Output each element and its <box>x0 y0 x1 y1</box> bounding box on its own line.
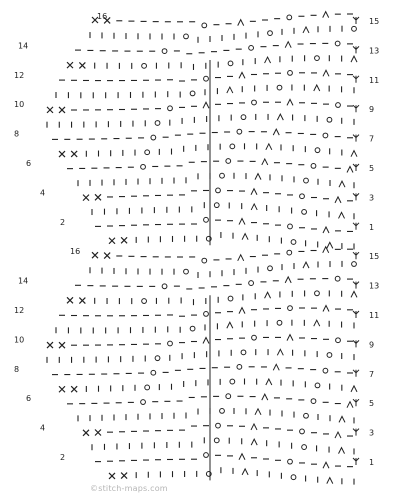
row-label-left-1-4: 4 <box>40 423 46 433</box>
stitch-symbol-0-7-16 <box>241 115 246 120</box>
stitch-symbol-1-1-15 <box>268 266 273 271</box>
edge-marker-1-2 <box>353 282 359 289</box>
stitch-symbol-0-6-20 <box>287 99 293 105</box>
copyright-text: ©stitch-maps.com <box>90 484 168 493</box>
stitch-symbol-0-7-23 <box>327 117 332 122</box>
row-label-left-1-6: 6 <box>26 394 32 404</box>
stitch-symbol-0-13-10 <box>214 203 219 208</box>
stitch-symbol-1-15-18 <box>327 478 333 484</box>
stitch-symbol-1-0-19 <box>323 247 329 253</box>
stitch-symbol-0-2-7 <box>162 49 167 54</box>
stitch-symbol-1-12-14 <box>251 424 257 430</box>
stitch-symbol-0-5-14 <box>227 87 233 93</box>
stitch-symbol-0-3-13 <box>228 61 233 66</box>
row-label-left-1-10: 10 <box>14 335 25 345</box>
row-label-right-0-5: 5 <box>369 164 375 173</box>
stitch-symbol-1-6-0 <box>47 342 53 348</box>
stitch-symbol-0-3-0 <box>67 62 73 68</box>
stitch-symbol-1-15-15 <box>291 475 296 480</box>
stitch-symbol-1-13-20 <box>339 448 345 454</box>
stitch-symbol-1-13-10 <box>214 438 219 443</box>
stitch-symbol-1-6-24 <box>336 338 341 343</box>
stitch-symbol-1-10-6 <box>141 400 146 405</box>
stitch-symbol-0-15-1 <box>121 237 127 243</box>
stitch-symbol-0-10-16 <box>262 159 268 165</box>
stitch-symbol-0-8-8 <box>151 135 156 140</box>
stitch-symbol-1-7-16 <box>241 350 246 355</box>
stitch-symbol-0-12-14 <box>251 189 257 195</box>
stitch-symbol-1-3-6 <box>142 299 147 304</box>
stitch-symbol-1-0-1 <box>104 253 110 259</box>
row-label-left-0-10: 10 <box>14 100 25 110</box>
stitch-symbol-1-2-17 <box>285 277 291 283</box>
stitch-symbol-0-6-24 <box>336 103 341 108</box>
stitch-symbol-1-8-15 <box>237 364 242 369</box>
stitch-symbol-0-6-17 <box>252 100 257 105</box>
stitch-symbol-1-3-16 <box>265 292 271 298</box>
stitch-symbol-0-9-7 <box>145 150 150 155</box>
stitch-symbol-1-12-11 <box>216 423 221 428</box>
row-label-left-1-16: 16 <box>70 247 81 257</box>
stitch-symbol-0-9-0 <box>59 151 65 157</box>
stitch-symbol-1-11-15 <box>255 409 261 415</box>
stitch-symbol-0-0-16 <box>287 15 292 20</box>
stitch-symbol-0-9-24 <box>351 151 357 157</box>
stitch-symbol-0-0-12 <box>238 20 244 26</box>
stitch-symbol-1-10-16 <box>262 394 268 400</box>
stitch-symbol-1-7-23 <box>327 353 332 358</box>
stitch-symbol-0-11-12 <box>220 173 225 178</box>
stitch-symbol-1-4-19 <box>288 306 293 311</box>
stitch-symbol-1-12-0 <box>83 430 89 436</box>
stitch-symbol-1-9-21 <box>315 383 320 388</box>
stitch-symbol-1-2-21 <box>335 276 340 281</box>
stitch-symbol-1-3-0 <box>67 297 73 303</box>
edge-marker-0-8 <box>353 135 359 142</box>
stitch-symbol-0-2-17 <box>285 42 291 48</box>
stitch-symbol-0-2-21 <box>335 41 340 46</box>
stitch-symbol-0-10-13 <box>226 159 231 164</box>
edge-marker-0-10 <box>353 164 359 171</box>
row-label-right-1-7: 7 <box>369 369 375 379</box>
stitch-symbol-0-11-15 <box>255 174 261 180</box>
stitch-symbol-1-9-17 <box>266 379 272 385</box>
stitch-symbol-1-5-11 <box>190 326 195 331</box>
row-label-left-0-12: 12 <box>14 70 25 80</box>
row-label-right-1-5: 5 <box>369 399 375 409</box>
edge-marker-0-4 <box>353 76 359 83</box>
edge-marker-0-12 <box>353 193 359 200</box>
stitch-symbol-0-15-15 <box>291 240 296 245</box>
stitch-symbol-1-3-13 <box>228 296 233 301</box>
edge-marker-1-12 <box>353 429 359 436</box>
stitch-symbol-0-5-21 <box>314 85 320 91</box>
stitch-symbol-0-10-23 <box>347 166 353 172</box>
row-label-right-0-3: 3 <box>369 193 375 203</box>
row-label-left-0-16: 16 <box>97 12 108 21</box>
stitch-symbol-1-11-12 <box>220 409 225 414</box>
stitch-symbol-0-7-19 <box>277 114 283 120</box>
stitch-symbol-1-15-11 <box>242 469 248 475</box>
stitch-symbol-0-15-18 <box>327 242 333 248</box>
stitch-symbol-1-11-22 <box>339 416 345 422</box>
edge-marker-1-0 <box>353 252 359 259</box>
stitch-symbol-1-10-23 <box>347 402 353 408</box>
edge-marker-1-4 <box>353 311 359 318</box>
stitch-symbol-0-10-6 <box>141 164 146 169</box>
row-label-left-1-12: 12 <box>14 306 25 315</box>
stitch-symbol-0-6-1 <box>59 107 65 113</box>
stitch-symbol-0-4-12 <box>204 76 209 81</box>
stitch-symbol-1-8-18 <box>273 364 279 370</box>
row-label-right-0-13: 13 <box>369 46 380 56</box>
stitch-symbol-0-8-22 <box>323 133 328 138</box>
stitch-symbol-1-9-14 <box>230 379 235 384</box>
stitch-symbol-1-13-17 <box>302 445 307 450</box>
stitch-symbol-1-6-1 <box>59 342 65 348</box>
stitch-symbol-0-9-17 <box>266 144 272 150</box>
stitch-symbol-1-4-15 <box>239 308 245 314</box>
stitch-symbol-0-3-1 <box>79 62 85 68</box>
stitch-symbol-1-14-19 <box>323 462 329 468</box>
stitch-symbol-1-6-10 <box>168 341 173 346</box>
stitch-symbol-1-2-7 <box>162 284 167 289</box>
stitch-symbol-0-6-10 <box>168 106 173 111</box>
stitch-symbol-0-9-1 <box>71 151 77 157</box>
row-label-right-1-1: 1 <box>369 458 375 467</box>
stitch-symbol-1-1-18 <box>303 262 309 268</box>
stitch-symbol-0-4-15 <box>239 72 245 78</box>
stitch-symbol-1-0-12 <box>238 255 244 261</box>
row-label-left-0-8: 8 <box>14 129 20 139</box>
row-label-right-1-13: 13 <box>369 281 380 291</box>
edge-marker-0-0 <box>353 17 359 24</box>
edge-marker-1-14 <box>353 458 359 465</box>
stitch-symbol-0-10-20 <box>311 163 316 168</box>
row-label-left-1-8: 8 <box>14 364 20 374</box>
row-label-right-1-11: 11 <box>369 311 380 320</box>
stitch-symbol-0-12-0 <box>83 195 89 201</box>
stitch-symbol-1-1-8 <box>184 269 189 274</box>
stitch-symbol-1-6-20 <box>287 335 293 341</box>
stitch-symbol-1-6-17 <box>252 335 257 340</box>
stitch-symbol-0-14-16 <box>288 224 293 229</box>
stitch-symbol-1-7-19 <box>277 349 283 355</box>
stitch-symbol-0-4-19 <box>288 70 293 75</box>
stitch-symbol-0-15-0 <box>109 238 115 244</box>
edge-marker-0-14 <box>353 223 359 230</box>
row-label-right-0-7: 7 <box>369 134 375 144</box>
row-label-right-1-15: 15 <box>369 252 380 262</box>
row-label-right-0-9: 9 <box>369 105 375 115</box>
stitch-symbol-0-12-18 <box>300 194 305 199</box>
stitch-symbol-0-8-15 <box>237 129 242 134</box>
row-label-right-1-9: 9 <box>369 340 375 350</box>
row-label-left-0-14: 14 <box>18 41 29 51</box>
stitch-symbol-1-8-22 <box>323 368 328 373</box>
stitch-symbol-0-9-21 <box>315 148 320 153</box>
stitch-symbol-1-5-21 <box>314 320 320 326</box>
stitch-symbol-1-4-12 <box>204 312 209 317</box>
stitch-symbol-1-10-13 <box>226 394 231 399</box>
stitch-symbol-1-2-14 <box>249 281 254 286</box>
stitch-symbol-0-12-11 <box>216 188 221 193</box>
row-label-right-0-11: 11 <box>369 75 380 85</box>
stitch-symbol-0-8-18 <box>273 129 279 135</box>
stitch-symbol-1-14-16 <box>288 459 293 464</box>
stitch-symbol-1-3-1 <box>79 298 85 304</box>
row-label-right-0-1: 1 <box>369 222 375 232</box>
stitch-symbol-0-11-19 <box>304 178 309 183</box>
stitch-symbol-1-9-24 <box>351 386 357 392</box>
edge-marker-1-8 <box>353 370 359 377</box>
stitch-symbol-0-5-18 <box>277 85 282 90</box>
stitch-symbol-1-0-9 <box>202 258 207 263</box>
stitch-symbol-1-9-1 <box>71 386 77 392</box>
row-label-left-1-14: 14 <box>18 276 29 286</box>
stitch-symbol-0-9-14 <box>230 144 235 149</box>
stitch-symbol-1-13-13 <box>251 439 257 445</box>
stitch-symbol-0-1-8 <box>184 34 189 39</box>
stitch-symbol-0-1-18 <box>303 27 309 33</box>
stitch-symbol-0-2-14 <box>249 45 254 50</box>
stitch-symbol-1-0-16 <box>287 250 292 255</box>
stitch-symbol-1-14-9 <box>204 453 209 458</box>
row-label-left-1-2: 2 <box>60 453 66 462</box>
stitch-symbol-1-1-22 <box>352 262 357 267</box>
stitch-symbol-0-14-12 <box>239 219 245 225</box>
stitch-symbol-0-14-19 <box>323 227 329 233</box>
stitch-symbol-0-1-22 <box>352 26 357 31</box>
stitch-symbol-1-14-12 <box>239 454 245 460</box>
stitch-symbol-1-7-9 <box>155 356 160 361</box>
stitch-symbol-0-12-21 <box>335 197 341 203</box>
stitch-symbol-1-9-0 <box>59 386 65 392</box>
stitch-symbol-1-15-1 <box>121 473 127 479</box>
stitch-symbol-1-3-23 <box>351 291 357 297</box>
stitch-symbol-0-13-17 <box>302 209 307 214</box>
row-label-left-0-6: 6 <box>26 159 32 168</box>
stitch-symbol-0-15-11 <box>242 234 248 240</box>
stitch-symbol-0-3-16 <box>265 57 271 63</box>
stitch-symbol-0-14-9 <box>204 217 209 222</box>
edge-marker-1-6 <box>353 340 359 347</box>
stitch-symbol-0-6-0 <box>47 107 53 113</box>
stitch-symbol-0-12-1 <box>95 194 101 200</box>
stitch-symbol-1-4-22 <box>323 305 329 311</box>
stitch-symbol-0-11-22 <box>339 181 345 187</box>
stitch-symbol-0-0-19 <box>323 12 329 18</box>
stitch-symbol-0-5-11 <box>190 91 195 96</box>
stitch-symbol-1-15-0 <box>109 473 115 479</box>
stitch-symbol-1-12-18 <box>300 429 305 434</box>
edge-marker-0-6 <box>353 105 359 112</box>
row-label-left-0-4: 4 <box>40 188 46 198</box>
row-label-right-0-15: 15 <box>369 17 380 26</box>
row-label-left-0-2: 2 <box>60 217 66 227</box>
stitch-symbol-0-13-13 <box>251 204 257 210</box>
stitch-symbol-0-1-15 <box>268 31 273 36</box>
stitch-symbol-1-0-0 <box>92 252 98 258</box>
stitch-symbol-1-11-19 <box>304 413 309 418</box>
stitch-symbol-1-3-20 <box>315 291 320 296</box>
stitch-symbol-1-10-20 <box>311 399 316 404</box>
stitch-symbol-1-6-13 <box>203 337 209 343</box>
stitch-symbol-1-5-18 <box>277 320 282 325</box>
edge-marker-0-2 <box>353 46 359 53</box>
stitch-symbol-1-5-14 <box>227 322 233 328</box>
stitch-symbol-1-9-7 <box>145 385 150 390</box>
stitch-symbol-0-0-9 <box>202 23 207 28</box>
row-label-right-1-3: 3 <box>369 428 375 438</box>
stitch-symbol-0-13-20 <box>339 212 345 218</box>
stitch-symbol-1-8-8 <box>151 370 156 375</box>
stitch-symbol-0-3-23 <box>351 56 357 62</box>
stitch-symbol-0-3-20 <box>315 56 320 61</box>
stitch-symbol-0-6-13 <box>203 102 209 108</box>
edge-marker-1-10 <box>353 399 359 406</box>
stitch-symbol-1-12-21 <box>335 432 341 438</box>
stitch-symbol-0-3-6 <box>142 63 147 68</box>
stitch-symbol-0-4-22 <box>323 70 329 76</box>
stitch-symbol-0-7-9 <box>155 121 160 126</box>
stitch-symbol-1-12-1 <box>95 430 101 436</box>
